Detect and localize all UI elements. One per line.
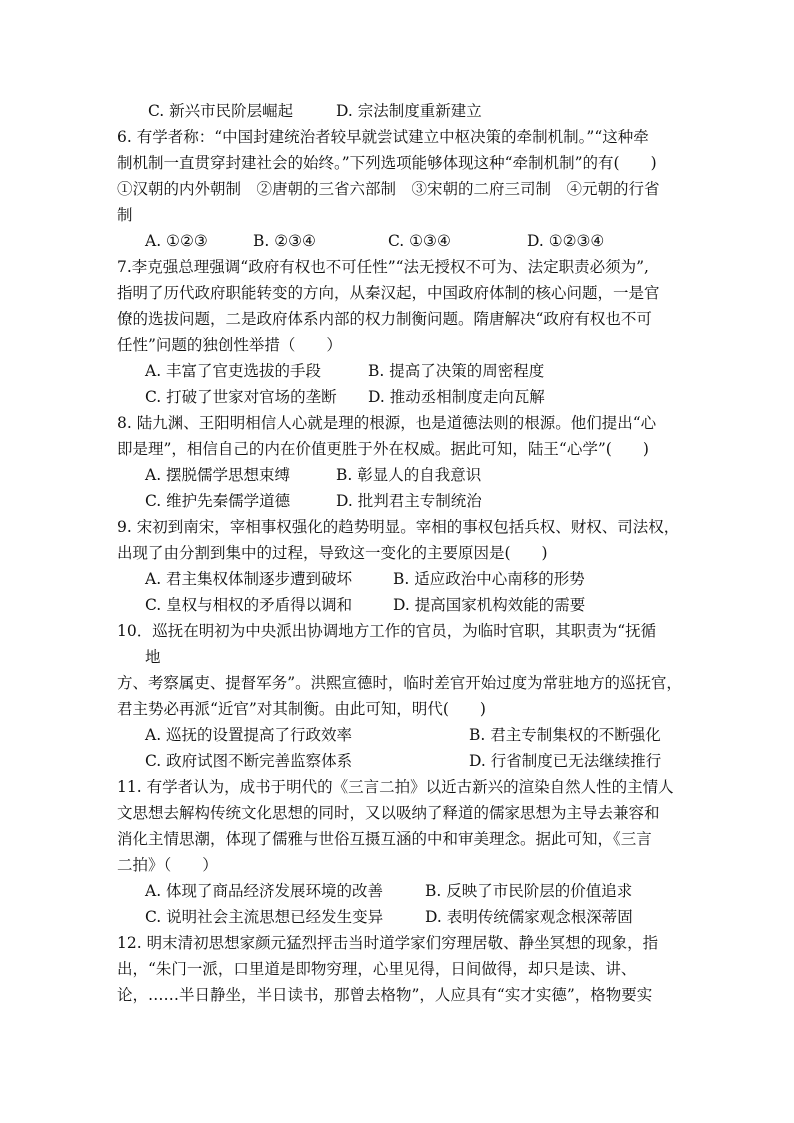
q8-option-b: B. 彰显人的自我意识 — [336, 466, 482, 484]
q9-option-b: B. 适应政治中心南移的形势 — [393, 570, 585, 588]
q7-stem-line-4: 任性”问题的独创性举措（ ） — [117, 336, 342, 354]
q8-option-d: D. 批判君主专制统治 — [336, 492, 482, 510]
q7-option-d: D. 推动丞相制度走向瓦解 — [368, 388, 545, 406]
q6-stem-line-2: 制机制一直贯穿封建社会的始终。”下列选项能够体现这种“牵制机制”的有( ) — [117, 154, 657, 172]
q6-stem-line-4: 制 — [117, 206, 133, 224]
q9-option-d: D. 提高国家机构效能的需要 — [393, 596, 586, 614]
q6-option-a: A. ①②③ — [145, 232, 208, 250]
q7-option-b: B. 提高了决策的周密程度 — [368, 362, 545, 380]
q10-stem-line-4: 君主势必再派“近官”对其制衡。由此可知，明代( ) — [117, 700, 486, 718]
q10-stem-line-2: 地 — [145, 648, 161, 666]
q10-stem-line-3: 方、考察属吏、提督军务”。洪熙宣德时，临时差官开始过度为常驻地方的巡抚官， — [117, 674, 682, 692]
q12-stem-line-2: 出，“朱门一派，口里道是即物穷理，心里见得，日间做得，却只是读、讲、 — [117, 960, 637, 978]
q11-stem-line-3: 消化主情思潮，体现了儒雅与世俗互摄互涵的中和审美理念。据此可知，《三言 — [117, 830, 652, 848]
q8-stem-line-2: 即是理”，相信自己的内在价值更胜于外在权威。据此可知，陆王“心学”( ) — [117, 440, 649, 458]
q8-stem-line-1: 8. 陆九渊、王阳明相信人心就是理的根源，也是道德法则的根源。他们提出“心 — [117, 414, 657, 432]
q6-option-c: C. ①③④ — [388, 232, 451, 250]
q10-option-a: A. 巡抚的设置提高了行政效率 — [145, 726, 353, 744]
q5-option-d: D. 宗法制度重新建立 — [336, 102, 482, 120]
q7-option-a: A. 丰富了官吏选拔的手段 — [145, 362, 322, 380]
q11-option-b: B. 反映了市民阶层的价值追求 — [425, 882, 633, 900]
q10-option-b: B. 君主专制集权的不断强化 — [469, 726, 661, 744]
q9-stem-line-1: 9. 宋初到南宋，宰相事权强化的趋势明显。宰相的事权包括兵权、财权、司法权， — [117, 518, 680, 536]
q12-stem-line-1: 12. 明末清初思想家颜元猛烈抨击当时道学家们穷理居敬、静坐冥想的现象，指 — [117, 934, 659, 952]
q11-option-d: D. 表明传统儒家观念根深蒂固 — [425, 908, 633, 926]
q6-option-b: B. ②③④ — [253, 232, 316, 250]
q11-stem-line-1: 11. 有学者认为，成书于明代的《三言二拍》以近古新兴的渲染自然人性的主情人 — [117, 778, 674, 796]
q6-stem-line-1: 6. 有学者称：“中国封建统治者较早就尝试建立中枢决策的牵制机制。”“这种牵 — [117, 128, 649, 146]
q7-stem-line-2: 指明了历代政府职能转变的方向，从秦汉起，中国政府体制的核心问题，一是官 — [117, 284, 660, 302]
q11-stem-line-2: 文思想去解构传统文化思想的同时，又以吸纳了释道的儒家思想为主导去兼容和 — [117, 804, 660, 822]
q6-option-d: D. ①②③④ — [527, 232, 605, 250]
q7-stem-line-3: 僚的选拔问题，二是政府体系内部的权力制衡问题。隋唐解决“政府有权也不可 — [117, 310, 652, 328]
q5-option-c: C. 新兴市民阶层崛起 — [148, 102, 294, 120]
q8-option-c: C. 维护先秦儒学道德 — [145, 492, 291, 510]
q12-stem-line-3: 论，……半日静坐，半日读书，那曾去格物”，人应具有“实才实德”，格物要实 — [117, 986, 653, 1004]
q10-option-d: D. 行省制度已无法继续推行 — [469, 752, 662, 770]
q6-stem-line-3: ①汉朝的内外朝制 ②唐朝的三省六部制 ③宋朝的二府三司制 ④元朝的行省 — [117, 180, 660, 198]
q7-option-c: C. 打破了世家对官场的垄断 — [145, 388, 337, 406]
q8-option-a: A. 摆脱儒学思想束缚 — [145, 466, 291, 484]
q11-option-c: C. 说明社会主流思想已经发生变异 — [145, 908, 384, 926]
q10-stem-line-1: 10．巡抚在明初为中央派出协调地方工作的官员，为临时官职，其职责为“抚循 — [117, 622, 657, 640]
q11-stem-line-4: 二拍》（ ） — [117, 856, 218, 874]
q9-stem-line-2: 出现了由分割到集中的过程，导致这一变化的主要原因是( ) — [117, 544, 548, 562]
q7-stem-line-1: 7.李克强总理强调“政府有权也不可任性”“法无授权不可为、法定职责必须为”, — [117, 258, 649, 276]
q9-option-a: A. 君主集权体制逐步遭到破坏 — [145, 570, 353, 588]
q9-option-c: C. 皇权与相权的矛盾得以调和 — [145, 596, 353, 614]
q10-option-c: C. 政府试图不断完善监察体系 — [145, 752, 353, 770]
q11-option-a: A. 体现了商品经济发展环境的改善 — [145, 882, 384, 900]
